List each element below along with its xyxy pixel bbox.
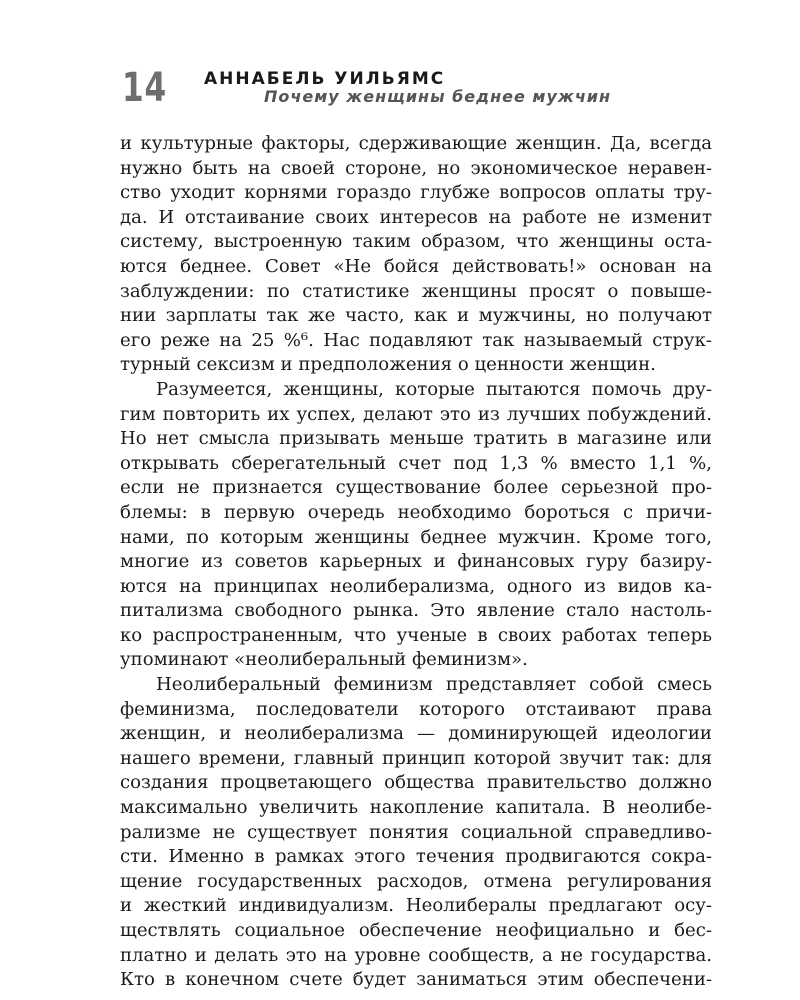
text-line: если не признается существование более серьезной про- [120,477,712,499]
text-line: многие из советов карьерных и финансовых гуру базиру- [120,551,712,573]
book-title: Почему женщины беднее мужчин [264,87,612,106]
text-line: рализме не существует понятия социальной справедливо- [120,821,712,843]
page-number: 14 [122,65,167,111]
text-line: турный сексизм и предположения о ценности женщин. [120,354,656,376]
text-line: нами, по которым женщины беднее мужчин. Кроме того, [120,526,712,548]
text-line: и культурные факторы, сдерживающие женщин. Да, всегда [120,133,712,154]
paragraph-3 [120,673,712,993]
text-line: и жесткий индивидуализм. Неолибералы предлагают осу- [120,895,712,917]
text-line: блемы: в первую очередь необходимо бороться с причи- [120,501,712,523]
text-line: Разумеется, женщины, которые пытаются помочь дру- [156,378,712,400]
text-line: ются на принципах неолиберализма, одного из видов ка- [120,575,712,597]
text-line: систему, выстроенную таким образом, что женщины оста- [120,231,712,253]
text-line: феминизма, последователи которого отстаивают права [120,698,712,720]
text-line: нашего времени, главный принцип которой звучит так: для [120,747,712,769]
body-text [120,132,712,993]
text-line: нужно быть на своей стороне, но экономическое неравен- [120,157,712,179]
text-line: его реже на 25 %⁶. Нас подавляют так называемый струк- [120,329,712,351]
text-line: женщин, и неолиберализма — доминирующей идеологии [120,723,712,745]
text-line: щение государственных расходов, отмена регулирования [120,870,712,892]
author-name: АННАБЕЛЬ УИЛЬЯМС [204,69,446,89]
text-line: да. И отстаивание своих интересов на работе не изменит [120,206,712,228]
text-line: Но нет смысла призывать меньше тратить в магазине или [120,428,712,450]
text-line: ются беднее. Совет «Не бойся действовать!» основан на [120,255,712,277]
text-line: гим повторить их успех, делают это из лучших побуждений. [120,403,712,425]
text-line: упоминают «неолиберальный феминизм». [120,649,528,671]
text-line: максимально увеличить накопление капитала. В неолибе- [120,797,712,819]
text-line: ко распространенным, что ученые в своих работах теперь [120,624,712,646]
text-line: открывать сберегательный счет под 1,3 % вместо 1,1 %, [120,452,712,474]
text-line: питализма свободного рынка. Это явление стало настоль- [120,600,712,622]
text-line: платно и делать это на уровне сообществ, а не государства. [120,944,712,966]
text-line: ство уходит корнями гораздо глубже вопросов оплаты тру- [120,182,712,204]
text-line: создания процветающего общества правительство должно [120,772,712,794]
text-line: сти. Именно в рамках этого течения продвигаются сокра- [120,846,712,868]
paragraph-2 [120,378,712,673]
text-line: Кто в конечном счете будет заниматься этим обеспечени- [120,969,712,991]
text-line: заблуждении: по статистике женщины просят о повыше- [120,280,712,302]
text-line: нии зарплаты так же часто, как и мужчины, но получают [120,305,712,327]
paragraph-1 [120,132,712,378]
running-header [122,66,722,116]
text-line: Неолиберальный феминизм представляет собой смесь [156,674,712,696]
text-line: ществлять социальное обеспечение неофициально и бес- [120,920,712,941]
